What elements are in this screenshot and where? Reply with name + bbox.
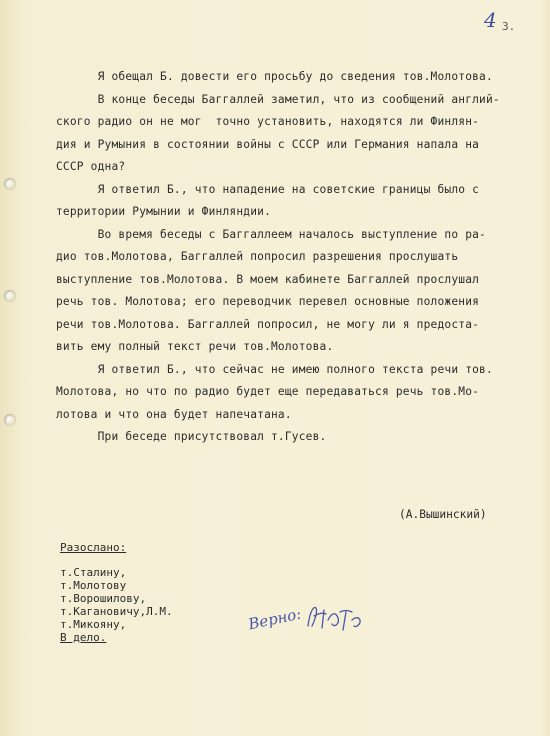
recipient: т.Микояну, bbox=[60, 618, 127, 631]
paragraph bbox=[56, 66, 526, 89]
text-line: выступление тов.Молотова. В моем кабинете Баггаллей прослушал bbox=[56, 272, 480, 286]
paragraph bbox=[56, 89, 526, 179]
text-line: При беседе присутствовал т.Гусев. bbox=[56, 430, 327, 443]
text-line: вить ему полный текст речи тов.Молотова. bbox=[56, 340, 334, 353]
recipient: т.Молотову bbox=[60, 579, 127, 592]
recipient: т.Сталину, bbox=[60, 566, 127, 579]
text-line: речь тов. Молотова; его переводчик перевел основные положения bbox=[56, 295, 480, 308]
text-line: В конце беседы Баггаллей заметил, что из сообщений англий- bbox=[56, 92, 500, 106]
text-line: Молотова, но что по радио будет еще передаваться речь тов.Мо- bbox=[56, 385, 480, 398]
recipient: В дело. bbox=[60, 631, 107, 644]
paragraph bbox=[56, 179, 526, 224]
handwritten-signature bbox=[248, 598, 378, 638]
text-line: территории Румынии и Финляндии. bbox=[56, 205, 271, 218]
paragraph bbox=[56, 359, 526, 427]
certification-mark bbox=[248, 598, 378, 638]
text-line: ского радио он не мог точно установить, находятся ли Финлян- bbox=[56, 115, 480, 128]
text-line: СССР одна? bbox=[56, 160, 126, 173]
recipient: т.Ворошилову, bbox=[60, 592, 147, 605]
distribution-heading: Разослано: bbox=[60, 541, 127, 554]
text-line: Я ответил Б., что сейчас не имею полного текста речи тов. bbox=[56, 362, 493, 376]
typed-signature: (А.Вышинский) bbox=[399, 508, 487, 521]
punch-hole-middle bbox=[4, 290, 16, 302]
page-number bbox=[482, 8, 522, 42]
distribution-list bbox=[60, 541, 173, 644]
punch-hole-bottom bbox=[4, 414, 16, 426]
recipient: т.Кагановичу,Л.М. bbox=[60, 605, 173, 618]
text-line: дио тов.Молотова, Баггаллей попросил разрешения прослушать bbox=[56, 250, 459, 263]
certified-label: Верно: bbox=[246, 604, 303, 634]
typed-page-number: 3. bbox=[502, 20, 516, 33]
letter-body bbox=[56, 66, 526, 449]
punch-hole-top bbox=[4, 178, 16, 190]
paragraph bbox=[56, 426, 526, 449]
text-line: дия и Румыния в состоянии войны с СССР или Германия напала на bbox=[56, 137, 480, 151]
text-line: Во время беседы с Баггаллеем началось выступление по ра- bbox=[56, 227, 486, 241]
text-line: речи тов.Молотова. Баггаллей попросил, не могу ли я предоста- bbox=[56, 317, 480, 331]
paragraph bbox=[56, 224, 526, 359]
text-line: Я ответил Б., что нападение на советские границы было с bbox=[56, 182, 480, 196]
handwritten-page-number: 4 bbox=[484, 8, 497, 32]
text-line: лотова и что она будет напечатана. bbox=[56, 407, 292, 421]
text-line: Я обещал Б. довести его просьбу до сведения тов.Молотова. bbox=[56, 70, 493, 83]
